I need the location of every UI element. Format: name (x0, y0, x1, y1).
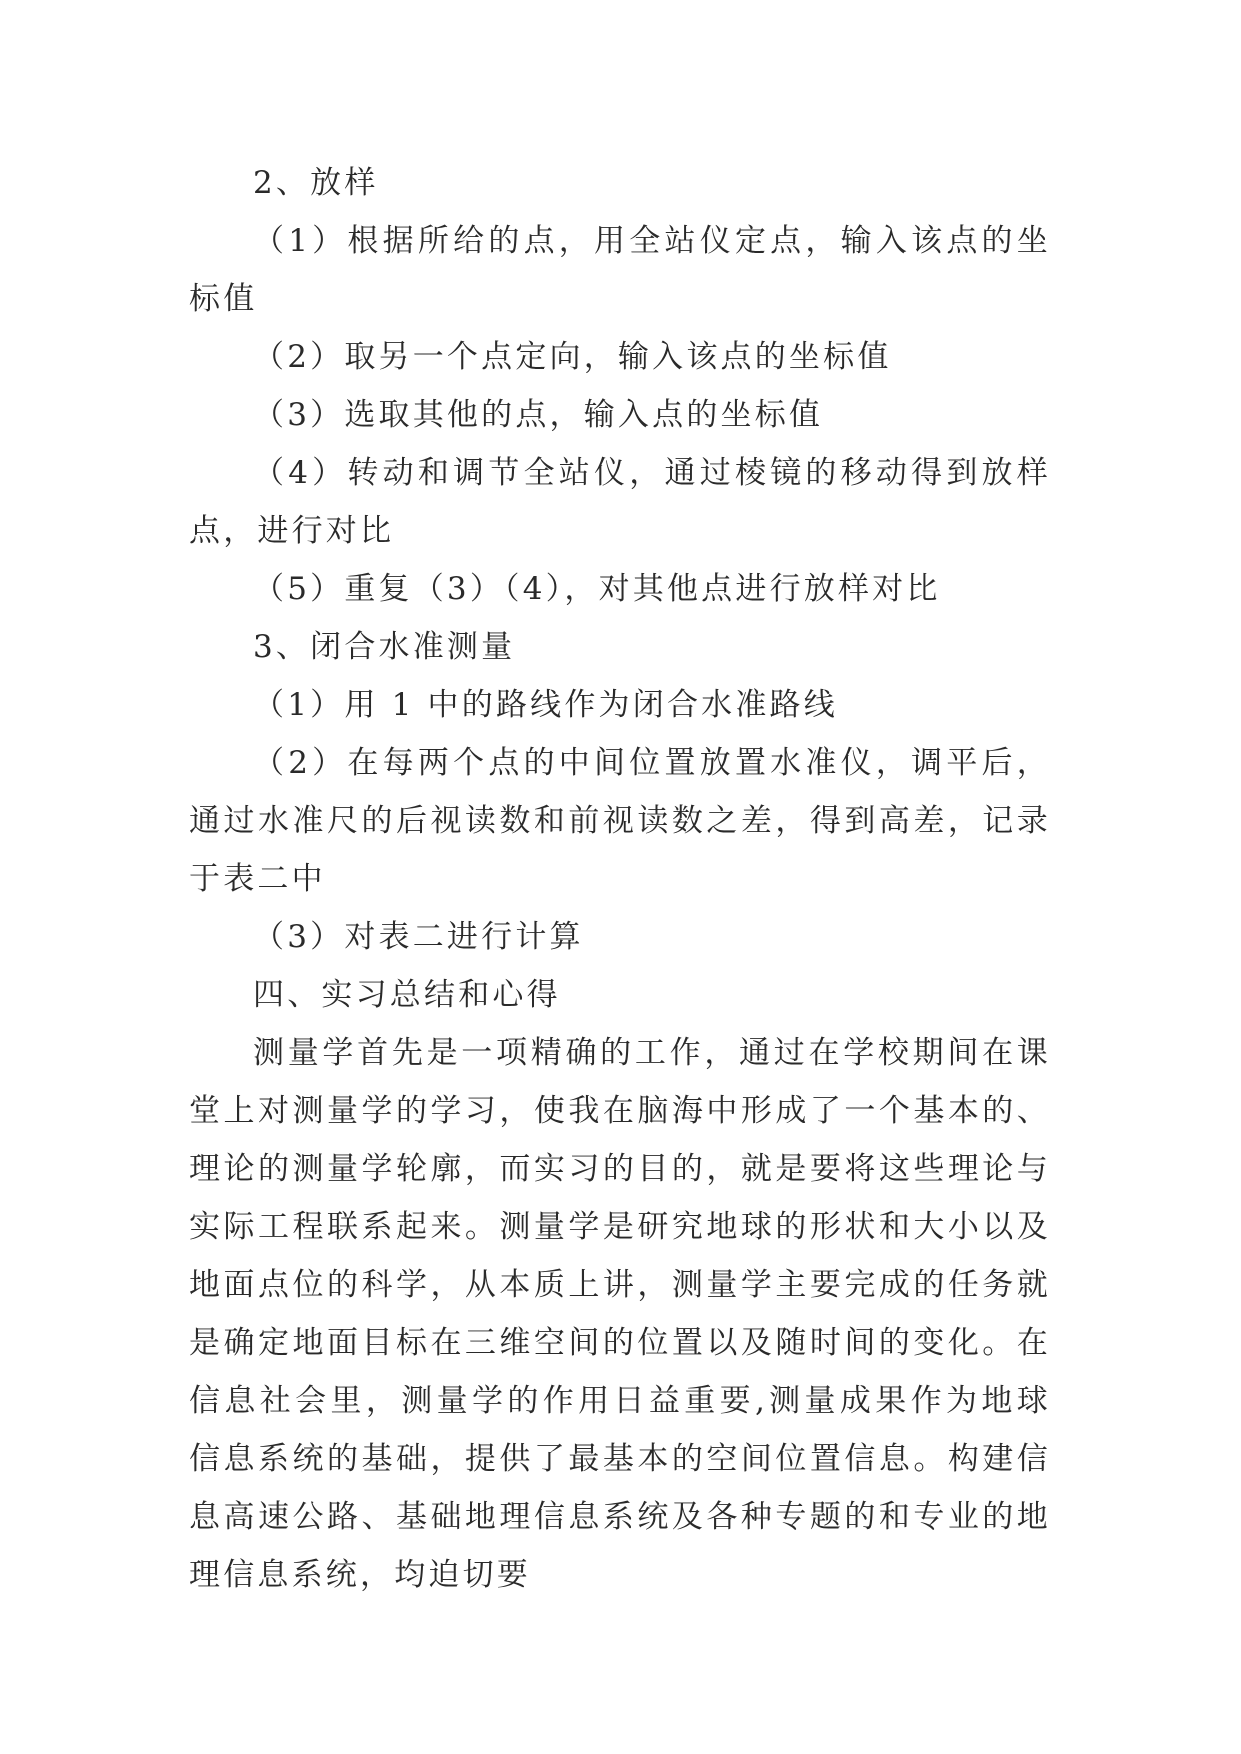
section-heading-staking: 2、放样 (253, 165, 379, 201)
paragraph: （2）取另一个点定向，输入该点的坐标值 (253, 339, 892, 375)
paragraph: （3）对表二进行计算 (253, 919, 584, 955)
paragraph: 测量学首先是一项精确的工作，通过在学校期间在课堂上对测量学的学习，使我在脑海中形成了一个基本的、理论的测量学轮廓，而实习的目的，就是要将这些理论与实际工程联系起来。测量学是研究地球的形状和大小以及地面点位的科学，从本质上讲，测量学主要完成的任务就是确定地面目标在三维空间的位置以及随时间的变化。在信息社会里，测量学的作用日益重要,测量成果作为地球信息系统的基础，提供了最基本的空间位置信息。构建信息高速公路、基础地理信息系统及各种专题的和专业的地理信息系统，均迫切要 (189, 1035, 1051, 1593)
paragraph: （4）转动和调节全站仪，通过棱镜的移动得到放样点，进行对比 (189, 455, 1051, 549)
paragraph: （1）用 1 中的路线作为闭合水准路线 (253, 687, 838, 723)
paragraph: （1）根据所给的点，用全站仪定点，输入该点的坐标值 (189, 223, 1051, 317)
paragraph: （2）在每两个点的中间位置放置水准仪，调平后，通过水准尺的后视读数和前视读数之差，得到高差，记录于表二中 (189, 745, 1051, 897)
section-heading-leveling: 3、闭合水准测量 (253, 629, 516, 665)
document-body (189, 154, 1051, 1604)
paragraph: （5）重复（3）（4），对其他点进行放样对比 (253, 571, 941, 607)
paragraph: （3）选取其他的点，输入点的坐标值 (253, 397, 824, 433)
section-heading-summary: 四、实习总结和心得 (253, 977, 561, 1013)
